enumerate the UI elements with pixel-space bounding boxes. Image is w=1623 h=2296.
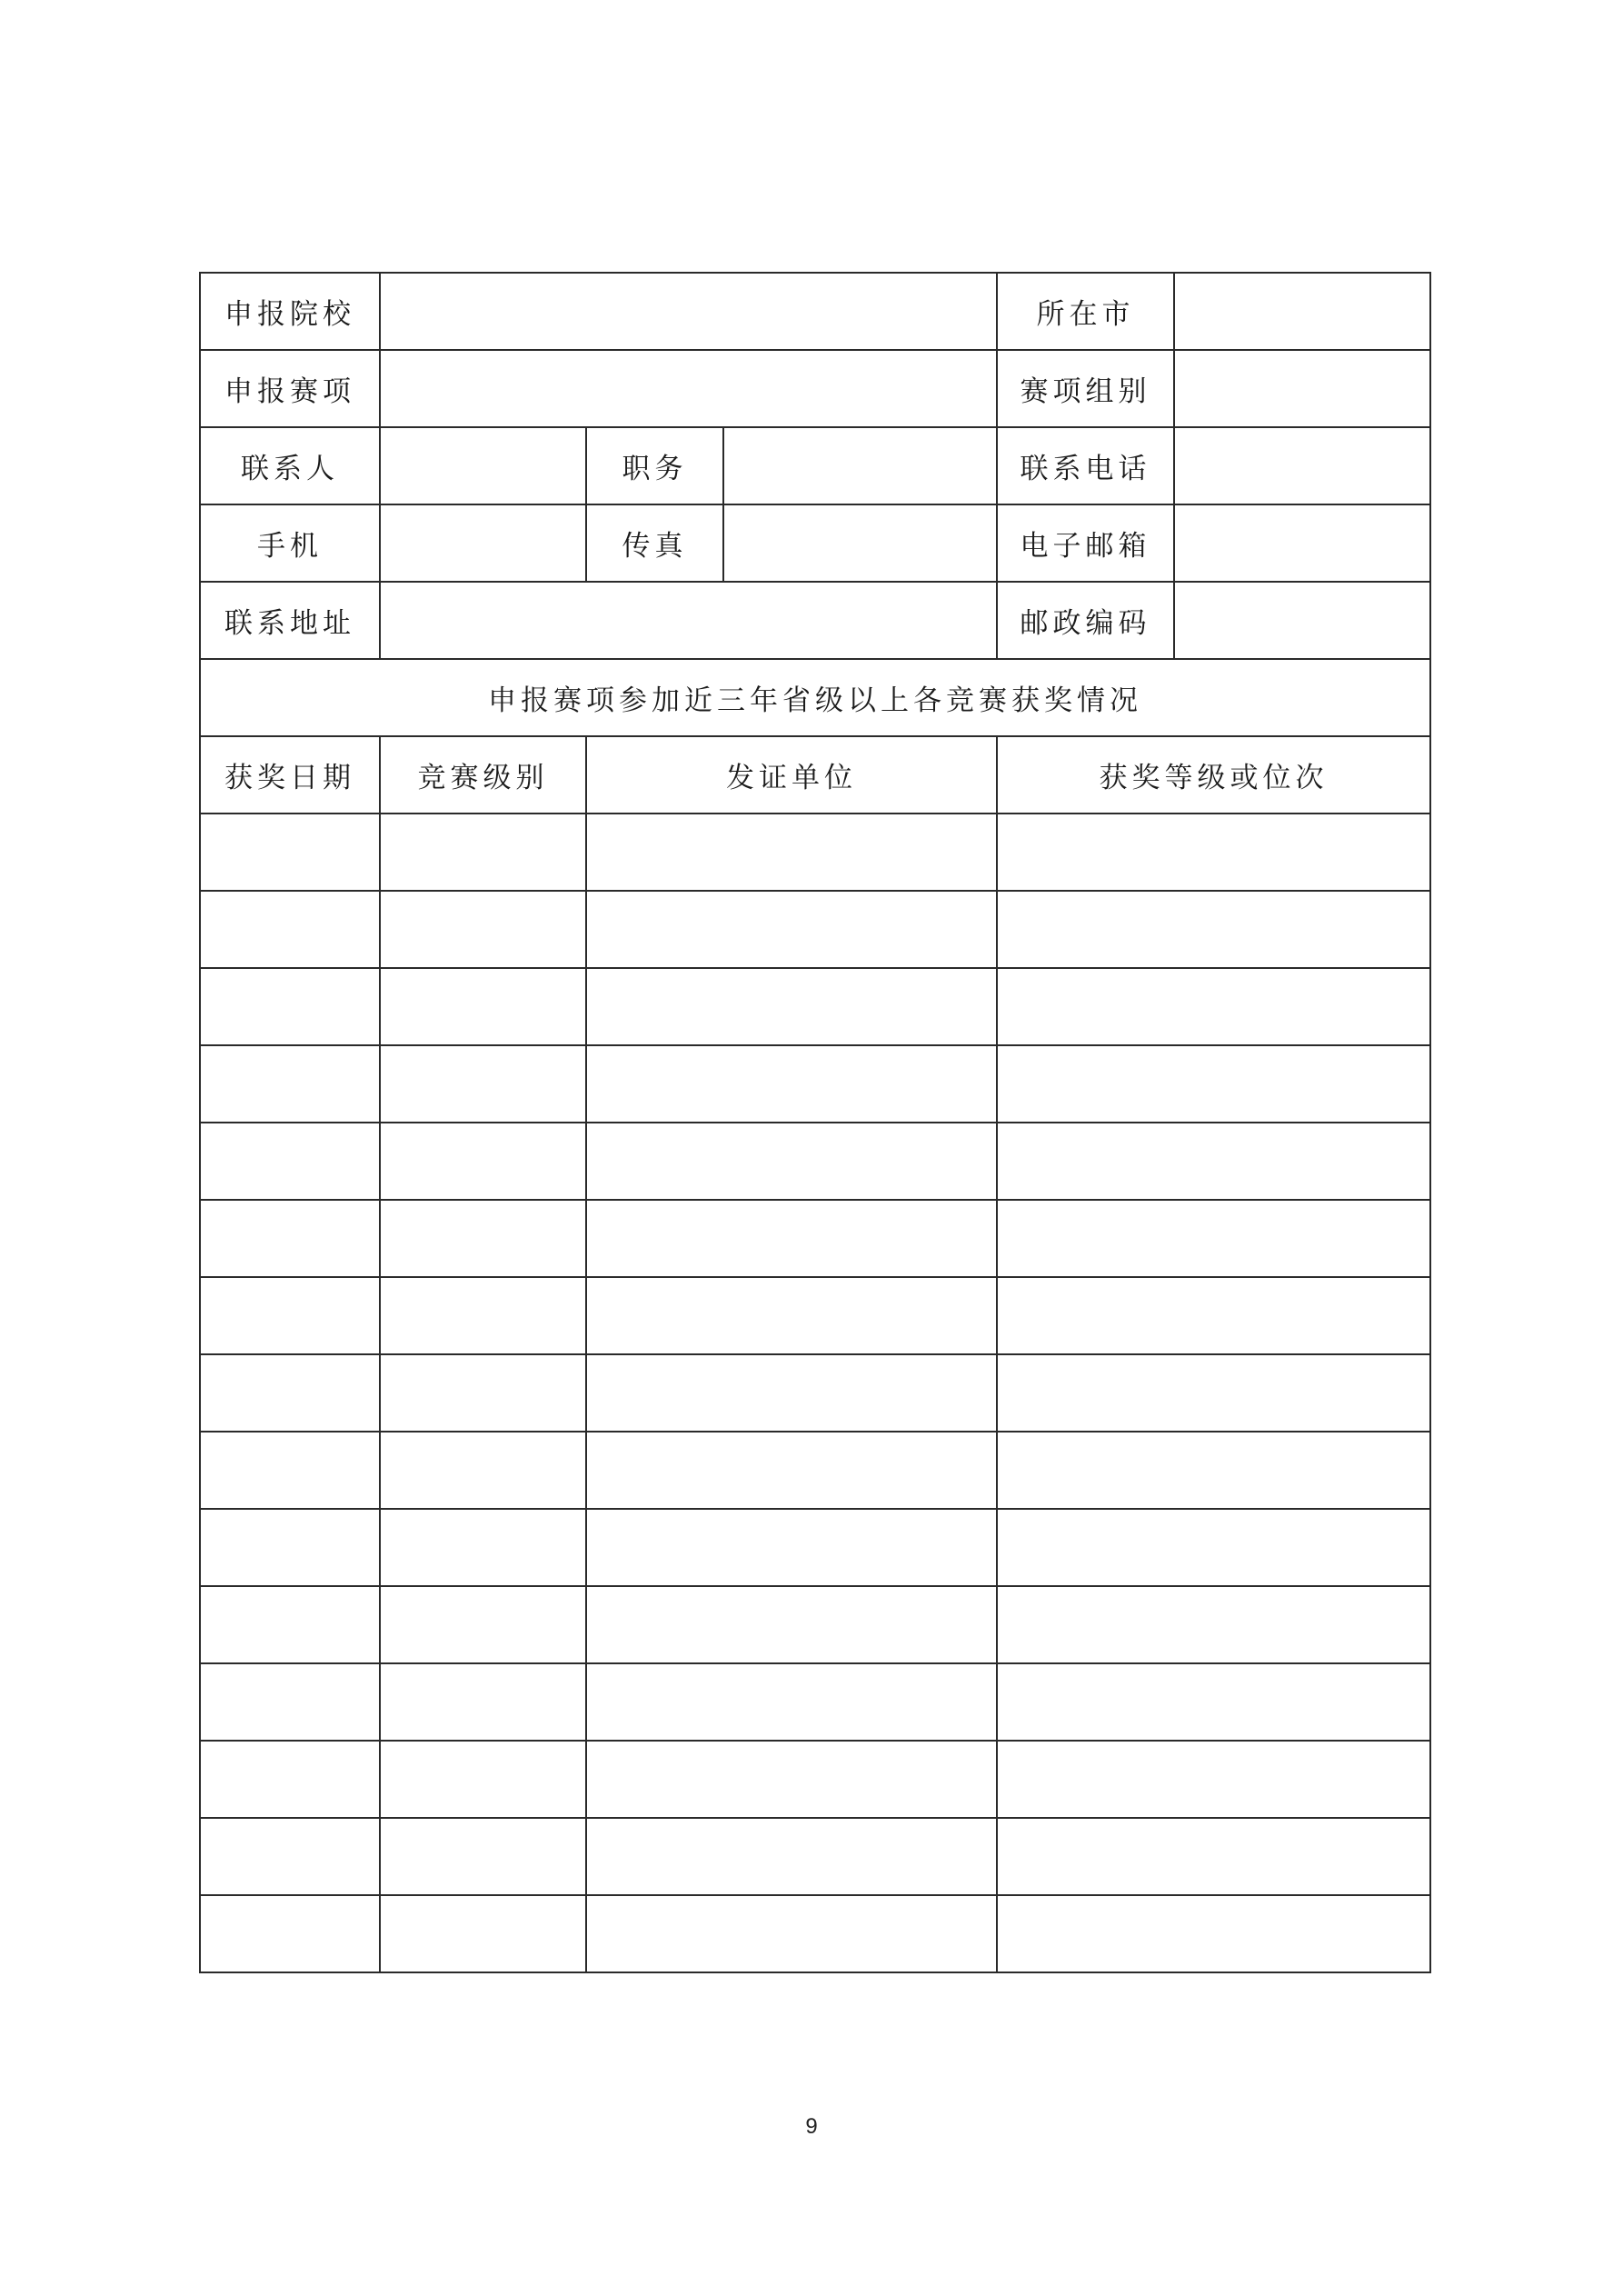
award-date-cell[interactable]	[200, 1818, 380, 1895]
application-form-table	[199, 272, 1431, 1973]
awards-header-row	[200, 736, 1430, 814]
contact-phone-label: 联系电话	[997, 427, 1174, 504]
award-row	[200, 1277, 1430, 1354]
award-date-cell[interactable]	[200, 1200, 380, 1277]
row-awards-title	[200, 659, 1430, 736]
issuing-unit-cell[interactable]	[586, 1277, 997, 1354]
position-field[interactable]	[723, 427, 997, 504]
issuing-unit-cell[interactable]	[586, 968, 997, 1045]
issuing-unit-cell[interactable]	[586, 1354, 997, 1432]
competition-level-cell[interactable]	[380, 891, 586, 968]
award-row	[200, 1123, 1430, 1200]
award-row	[200, 1663, 1430, 1741]
award-rank-cell[interactable]	[997, 814, 1430, 891]
competition-level-cell[interactable]	[380, 814, 586, 891]
competition-level-cell[interactable]	[380, 1586, 586, 1663]
postcode-field[interactable]	[1174, 582, 1430, 659]
award-date-cell[interactable]	[200, 1509, 380, 1586]
issuing-unit-cell[interactable]	[586, 1818, 997, 1895]
award-row	[200, 968, 1430, 1045]
address-label: 联系地址	[200, 582, 380, 659]
award-date-cell[interactable]	[200, 1741, 380, 1818]
school-field[interactable]	[380, 273, 997, 350]
award-rank-cell[interactable]	[997, 1277, 1430, 1354]
row-address	[200, 582, 1430, 659]
issuing-unit-cell[interactable]	[586, 814, 997, 891]
column-header-award-date: 获奖日期	[200, 736, 380, 814]
award-row	[200, 891, 1430, 968]
address-field[interactable]	[380, 582, 997, 659]
issuing-unit-cell[interactable]	[586, 1123, 997, 1200]
event-field[interactable]	[380, 350, 997, 427]
issuing-unit-cell[interactable]	[586, 1663, 997, 1741]
city-label: 所在市	[997, 273, 1174, 350]
competition-level-cell[interactable]	[380, 1200, 586, 1277]
competition-level-cell[interactable]	[380, 1741, 586, 1818]
column-header-competition-level: 竞赛级别	[380, 736, 586, 814]
email-field[interactable]	[1174, 504, 1430, 582]
fax-label: 传真	[586, 504, 723, 582]
award-row	[200, 1818, 1430, 1895]
mobile-field[interactable]	[380, 504, 586, 582]
award-row	[200, 1354, 1430, 1432]
column-header-issuing-unit: 发证单位	[586, 736, 997, 814]
issuing-unit-cell[interactable]	[586, 1895, 997, 1972]
position-label: 职务	[586, 427, 723, 504]
award-rank-cell[interactable]	[997, 891, 1430, 968]
issuing-unit-cell[interactable]	[586, 1509, 997, 1586]
award-row	[200, 1741, 1430, 1818]
contact-phone-field[interactable]	[1174, 427, 1430, 504]
award-rank-cell[interactable]	[997, 1045, 1430, 1123]
row-mobile	[200, 504, 1430, 582]
award-rank-cell[interactable]	[997, 968, 1430, 1045]
fax-field[interactable]	[723, 504, 997, 582]
award-rank-cell[interactable]	[997, 1200, 1430, 1277]
competition-level-cell[interactable]	[380, 1123, 586, 1200]
award-date-cell[interactable]	[200, 891, 380, 968]
contact-field[interactable]	[380, 427, 586, 504]
awards-rows	[200, 814, 1430, 1972]
competition-level-cell[interactable]	[380, 1354, 586, 1432]
award-rank-cell[interactable]	[997, 1586, 1430, 1663]
competition-level-cell[interactable]	[380, 968, 586, 1045]
award-row	[200, 1045, 1430, 1123]
competition-level-cell[interactable]	[380, 1045, 586, 1123]
postcode-label: 邮政编码	[997, 582, 1174, 659]
awards-section-title: 申报赛项参加近三年省级以上各竞赛获奖情况	[200, 659, 1430, 736]
issuing-unit-cell[interactable]	[586, 1200, 997, 1277]
issuing-unit-cell[interactable]	[586, 1586, 997, 1663]
award-date-cell[interactable]	[200, 814, 380, 891]
award-date-cell[interactable]	[200, 1663, 380, 1741]
row-school	[200, 273, 1430, 350]
row-contact	[200, 427, 1430, 504]
school-label: 申报院校	[200, 273, 380, 350]
issuing-unit-cell[interactable]	[586, 1741, 997, 1818]
email-label: 电子邮箱	[997, 504, 1174, 582]
award-rank-cell[interactable]	[997, 1895, 1430, 1972]
award-rank-cell[interactable]	[997, 1432, 1430, 1509]
competition-level-cell[interactable]	[380, 1277, 586, 1354]
column-header-award-rank: 获奖等级或位次	[997, 736, 1430, 814]
competition-level-cell[interactable]	[380, 1818, 586, 1895]
award-date-cell[interactable]	[200, 1277, 380, 1354]
mobile-label: 手机	[200, 504, 380, 582]
award-row	[200, 1895, 1430, 1972]
award-date-cell[interactable]	[200, 1895, 380, 1972]
issuing-unit-cell[interactable]	[586, 891, 997, 968]
award-row	[200, 1200, 1430, 1277]
award-rank-cell[interactable]	[997, 1123, 1430, 1200]
award-date-cell[interactable]	[200, 1432, 380, 1509]
award-rank-cell[interactable]	[997, 1354, 1430, 1432]
event-label: 申报赛项	[200, 350, 380, 427]
award-rank-cell[interactable]	[997, 1509, 1430, 1586]
competition-level-cell[interactable]	[380, 1895, 586, 1972]
award-row	[200, 1509, 1430, 1586]
award-rank-cell[interactable]	[997, 1741, 1430, 1818]
award-rank-cell[interactable]	[997, 1818, 1430, 1895]
award-row	[200, 1432, 1430, 1509]
competition-level-cell[interactable]	[380, 1509, 586, 1586]
award-date-cell[interactable]	[200, 1123, 380, 1200]
issuing-unit-cell[interactable]	[586, 1432, 997, 1509]
issuing-unit-cell[interactable]	[586, 1045, 997, 1123]
event-group-label: 赛项组别	[997, 350, 1174, 427]
award-date-cell[interactable]	[200, 1354, 380, 1432]
award-row	[200, 814, 1430, 891]
page-number: 9	[805, 2114, 818, 2139]
award-rank-cell[interactable]	[997, 1663, 1430, 1741]
contact-label: 联系人	[200, 427, 380, 504]
city-field[interactable]	[1174, 273, 1430, 350]
row-event	[200, 350, 1430, 427]
event-group-field[interactable]	[1174, 350, 1430, 427]
award-date-cell[interactable]	[200, 1045, 380, 1123]
award-row	[200, 1586, 1430, 1663]
competition-level-cell[interactable]	[380, 1663, 586, 1741]
competition-level-cell[interactable]	[380, 1432, 586, 1509]
award-date-cell[interactable]	[200, 968, 380, 1045]
award-date-cell[interactable]	[200, 1586, 380, 1663]
